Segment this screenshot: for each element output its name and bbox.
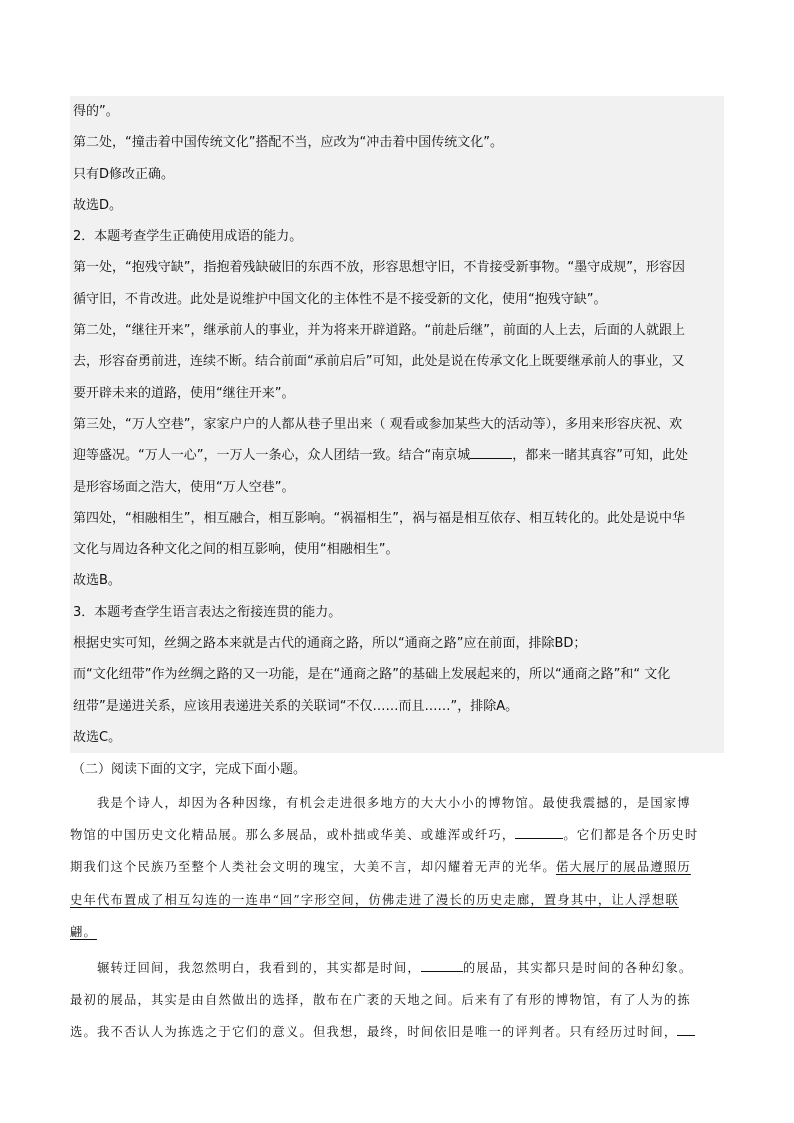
answer-line: 是形容场面之浩大，使用“万人空巷”。 — [73, 479, 295, 495]
passage-text: 选。我不否认人为拣选之于它们的意义。但我想，最终，时间依旧是唯一的评判者。只有经历过时间， — [70, 1025, 678, 1040]
answer-line: 2．本题考查学生正确使用成语的能力。 — [73, 229, 303, 245]
answer-line: 要开辟未来的道路，使用“继往开来”。 — [73, 385, 295, 401]
section-heading: （二）阅读下面的文字，完成下面小题。 — [72, 762, 307, 777]
passage-text: 期我们这个民族乃至整个人类社会文明的瑰宝，大美不言，却闪耀着无声的光华。 — [70, 860, 556, 875]
answer-line: 故选D。 — [73, 197, 123, 213]
answer-line: 故选C。 — [73, 729, 122, 745]
passage-line: 翩。 — [70, 924, 97, 939]
passage-line — [70, 952, 724, 984]
answer-text: 迎等盛况。“万人一心”，一万人一条心，众人团结一致。结合“南京城 — [73, 448, 471, 464]
passage-text: 物馆的中国历史文化精品展。那么多展品，或朴拙或华美、或雄浑或纤巧， — [70, 828, 516, 843]
underlined-sentence: 偌大展厅的展品遵照历 — [555, 860, 691, 875]
fill-blank — [470, 446, 512, 459]
answer-line: 根据史实可知，丝绸之路本来就是古代的通商之路，所以“通商之路”应在前面，排除BD； — [73, 636, 587, 652]
answer-line — [70, 440, 724, 471]
answer-line: 文化与周边各种文化之间的相互影响，使用“相融相生”。 — [73, 542, 399, 558]
fill-blank — [421, 959, 463, 972]
passage-text: 的展品，其实都只是时间的各种幻象。 — [462, 961, 693, 976]
answer-text: ，都来一睹其真容”可知，此处 — [512, 448, 688, 464]
passage-line: 最初的展品，其实是由自然做出的选择，散布在广袤的天地之间。后来有了有形的博物馆，有了人为的拣 — [70, 993, 691, 1008]
answer-line: 而“文化纽带”作为丝绸之路的又一功能，是在“通商之路”的基础上发展起来的，所以“通商之路”和“ 文化 — [73, 667, 671, 683]
answer-explanation-block — [70, 96, 724, 753]
answer-line: 只有D修改正确。 — [73, 166, 175, 182]
passage-line: 我是个诗人，却因为各种因缘，有机会走进很多地方的大大小小的博物馆。最使我震撼的，是国家博 — [70, 796, 691, 810]
answer-line: 第二处，“撞击着中国传统文化”搭配不当，应改为“冲击着中国传统文化”。 — [73, 135, 503, 151]
answer-line: 第二处，“继往开来”，继承前人的事业，并为将来开辟道路。“前赴后继”，前面的人上去，后面的人就跟上 — [73, 323, 685, 339]
answer-line: 去，形容奋勇前进，连续不断。结合前面“承前启后”可知，此处是说在传承文化上既要继承前人的事业，又 — [73, 354, 685, 370]
fill-blank — [515, 826, 563, 839]
answer-line: 循守旧，不肯改进。此处是说维护中国文化的主体性不是不接受新的文化，使用“抱残守缺”。 — [73, 291, 607, 307]
reading-passage — [70, 787, 724, 1049]
passage-line — [70, 819, 724, 851]
answer-line: 得的”。 — [73, 104, 119, 119]
fill-blank — [677, 1023, 695, 1036]
answer-line: 第一处，“抱残守缺”，指抱着残缺破旧的东西不放，形容思想守旧，不肯接受新事物。“墨守成规”，形容因 — [73, 260, 685, 276]
answer-line: 3．本题考查学生语言表达之衔接连贯的能力。 — [73, 604, 342, 620]
passage-line — [70, 1016, 724, 1048]
answer-line: 故选B。 — [73, 573, 121, 589]
passage-text: 。它们都是各个历史时 — [563, 828, 699, 843]
answer-line: 第四处，“相融相生”，相互融合，相互影响。“祸福相生”，祸与福是相互依存、相互转化的。此处是说中华 — [73, 510, 685, 526]
passage-line: 史年代布置成了相互勾连的一连串“回”字形空间，仿佛走进了漫长的历史走廊，置身其中，让人浮想联 — [70, 892, 679, 907]
passage-text: 辗转迂回间，我忽然明白，我看到的，其实都是时间， — [70, 961, 421, 976]
answer-line: 纽带”是递进关系，应该用表递进关系的关联词“不仅……而且……”，排除A。 — [73, 698, 519, 714]
passage-line — [70, 851, 724, 883]
answer-line: 第三处，“万人空巷”，家家户户的人都从巷子里出来（ 观看或参加某些大的活动等），多用来形容庆祝、欢 — [73, 416, 683, 432]
